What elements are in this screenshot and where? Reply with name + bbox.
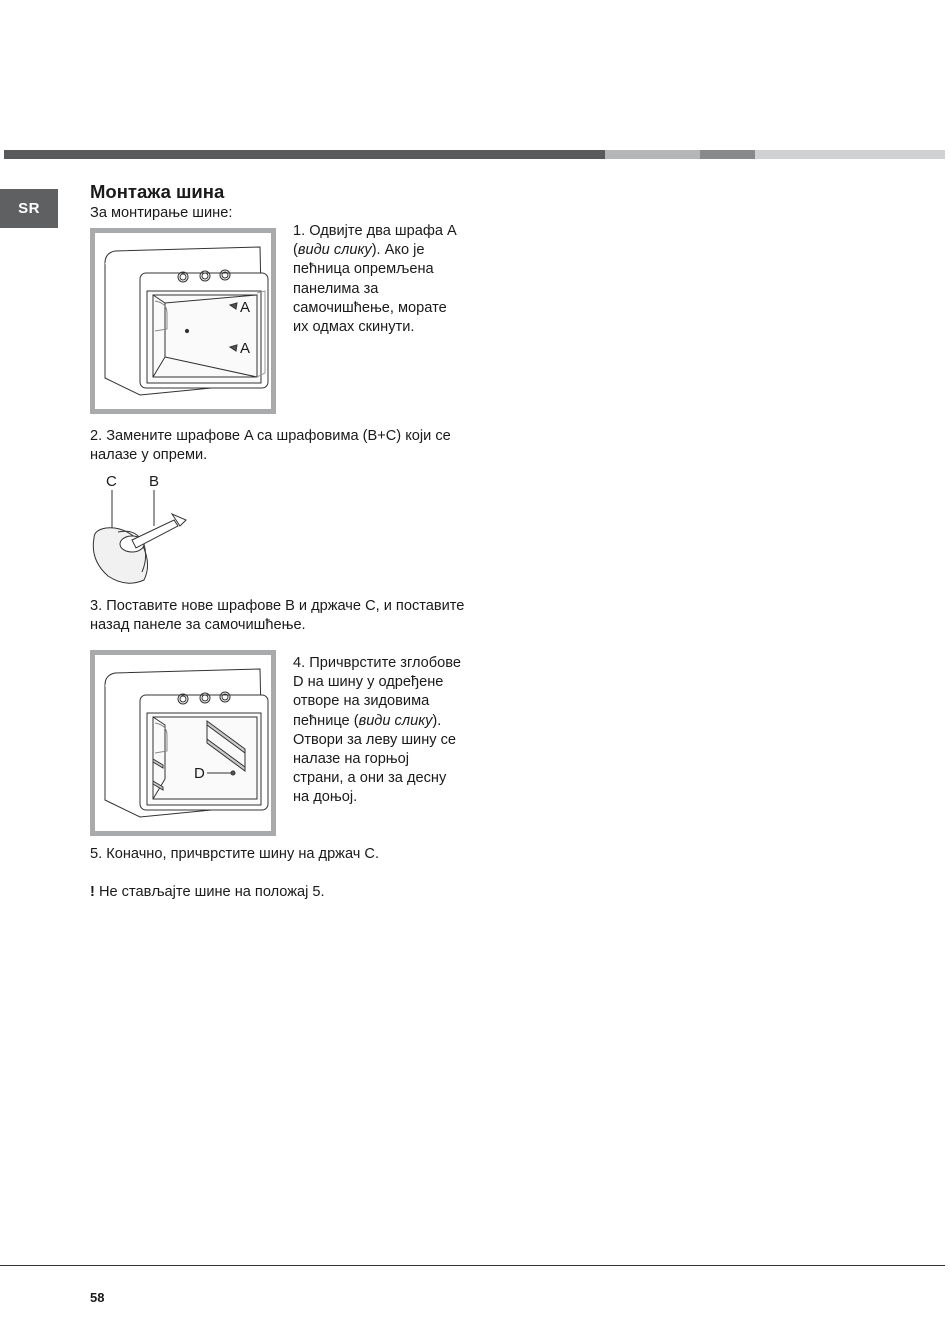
- screw-label-b: B: [149, 473, 160, 490]
- header-band-light: [605, 150, 700, 159]
- step-2-text: 2. Замените шрафове A са шрафовима (B+C) који се налазе у опреми.: [90, 428, 451, 464]
- step-4-part-1: 4. Причврстите зглобове D на шину у одређене отворе на зидовима пећнице (: [293, 655, 461, 729]
- language-tab: [0, 189, 58, 228]
- header-band-pale: [755, 150, 945, 159]
- warning-text: Не стављајте шине на положај 5.: [98, 884, 325, 900]
- screw-label-a-top: A: [240, 299, 251, 316]
- oven-screws-figure: [90, 228, 276, 414]
- joint-label-d: D: [194, 765, 205, 782]
- step-4-emphasis: види слику: [358, 712, 433, 729]
- header-band-dark: [4, 150, 605, 159]
- screw-holder-illustration: [82, 468, 190, 590]
- step-4-part-2: ). Отвори за леву шину се налазе на горњој страни, а они за десну на доњој.: [293, 712, 457, 806]
- step-1-part-2: ). Ако је пећница опремљена панелима за самочишћење, морате их одмах скинути.: [293, 242, 447, 336]
- footer-divider: [0, 1265, 945, 1266]
- step-1-part-1: 1. Одвијте два шрафа A (: [293, 223, 456, 259]
- oven-rails-figure: [90, 650, 276, 836]
- page-number: 58: [90, 1290, 105, 1305]
- screw-label-a-bottom: A: [240, 340, 251, 357]
- step-1-text: [293, 222, 463, 337]
- step-3-text: 3. Поставите нове шрафове B и држаче C, и поставите назад панеле за самочишћење.: [90, 598, 465, 634]
- language-code: SR: [18, 200, 40, 217]
- oven-screws-illustration: [95, 233, 271, 409]
- header-band-mid: [700, 150, 755, 159]
- section-intro: За монтирање шине:: [90, 205, 233, 221]
- warning-icon: !: [90, 884, 95, 900]
- warning-note: [90, 883, 468, 902]
- section-title: Монтажа шина: [90, 181, 225, 202]
- step-1-emphasis: види слику: [297, 242, 372, 259]
- step-5-text: 5. Коначно, причврстите шину на држач C.: [90, 846, 379, 862]
- step-4-text: [293, 654, 463, 808]
- holder-label-c: C: [106, 473, 117, 490]
- oven-rails-illustration: [95, 655, 271, 831]
